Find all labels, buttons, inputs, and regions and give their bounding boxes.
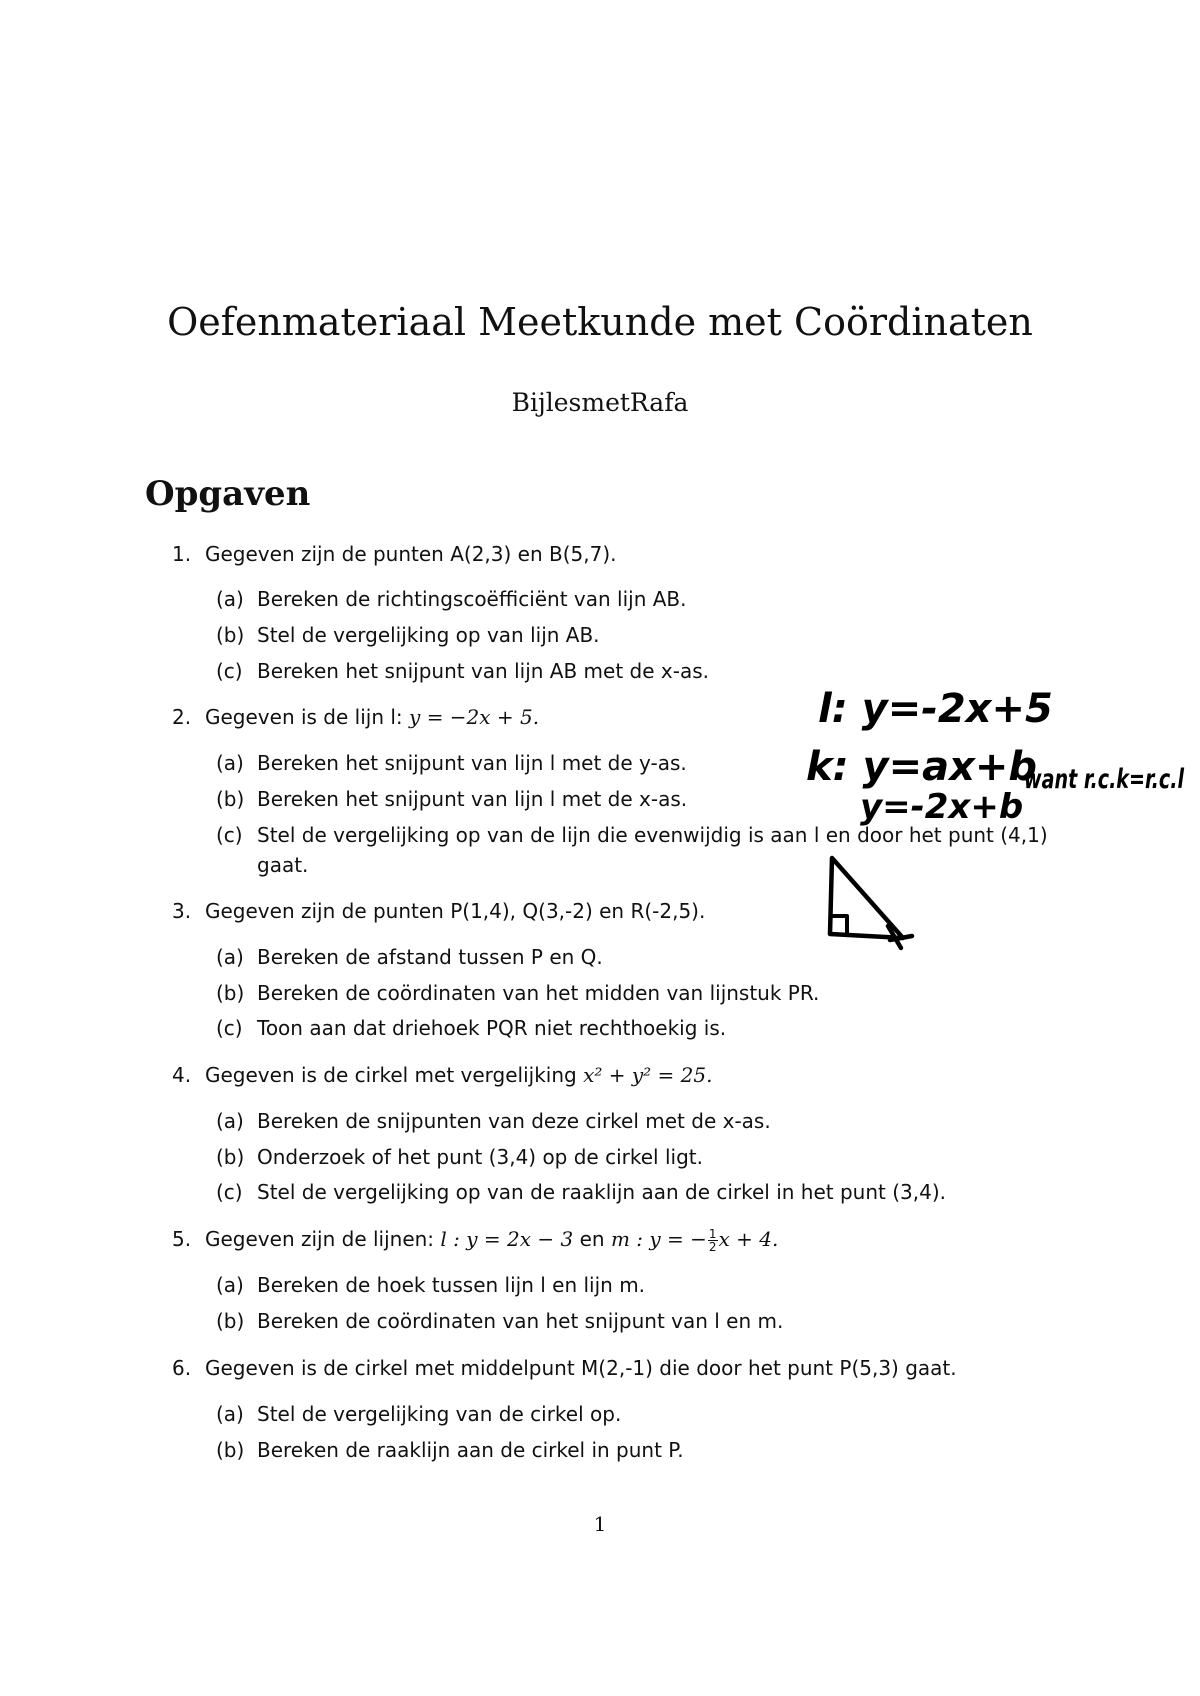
subquestion-label: (c) [216,823,243,847]
subquestion-text: Bereken het snijpunt van lijn l met de y-as. [257,751,687,775]
handwritten-line-parallel: y=-2x+b [860,787,1024,827]
subquestion-text: Stel de vergelijking op van de lijn die evenwijdig is aan l en door het punt (4,1) [257,823,1048,847]
question-number: 5. [172,1227,192,1251]
question-stem-text: Gegeven is de cirkel met vergelijking [205,1063,577,1087]
line-equation: y = −2x + 5. [409,705,540,729]
subquestion-text: Bereken de coördinaten van het snijpunt van l en m. [257,1309,784,1333]
subquestion-label: (b) [216,981,245,1005]
line-l-equation: l : y = 2x − 3 [440,1227,574,1251]
question-stem: Gegeven zijn de punten A(2,3) en B(5,7). [205,542,617,566]
handwritten-ink [806,686,1185,948]
subquestion-label: (b) [216,1309,245,1333]
subquestion-label: (a) [216,945,244,969]
subquestion-text: Bereken de raaklijn aan de cirkel in punt P. [257,1438,684,1462]
handwritten-side-note: want r.c.k=r.c.l [1024,764,1185,795]
question-stem-text: Gegeven is de lijn l: [205,705,403,729]
question-number: 6. [172,1356,192,1380]
document-title: Oefenmateriaal Meetkunde met Coördinaten [167,300,1033,344]
fraction-numerator: 1 [708,1227,717,1241]
subquestion-text: Bereken het snijpunt van lijn AB met de x-as. [257,659,709,683]
subquestion-text: Bereken de snijpunten van deze cirkel met de x-as. [257,1109,771,1133]
subquestion-text: Bereken de hoek tussen lijn l en lijn m. [257,1273,646,1297]
handwritten-triangle-sketch [830,858,912,948]
section-heading: Opgaven [145,474,311,514]
subquestion-label: (b) [216,1145,245,1169]
document-author: BijlesmetRafa [511,388,689,417]
subquestion-label: (b) [216,1438,245,1462]
question-stem-text: Gegeven zijn de lijnen: [205,1227,435,1251]
right-angle-mark-sketch [831,916,847,934]
subquestion-label: (a) [216,751,244,775]
subquestion-text: Stel de vergelijking van de cirkel op. [257,1402,622,1426]
subquestion-text: Onderzoek of het punt (3,4) op de cirkel ligt. [257,1145,703,1169]
line-m-equation-end: x + 4. [718,1227,779,1251]
handwritten-line-l: l: y=-2x+5 [818,686,1053,732]
subquestion-text: Bereken het snijpunt van lijn l met de x-as. [257,787,688,811]
subquestion-label: (a) [216,1273,244,1297]
question-number: 4. [172,1063,192,1087]
handwritten-line-k: k: y=ax+b [806,744,1038,790]
subquestion-label: (c) [216,659,243,683]
circle-equation: x² + y² = 25. [583,1063,713,1087]
subquestion-label: (b) [216,623,245,647]
subquestion-label: (c) [216,1016,243,1040]
subquestion-label: (a) [216,1402,244,1426]
subquestion-text: Bereken de afstand tussen P en Q. [257,945,603,969]
question-number: 2. [172,705,192,729]
subquestion-label: (a) [216,587,244,611]
fraction-denominator: 2 [708,1240,717,1254]
subquestion-label: (a) [216,1109,244,1133]
subquestion-text: Stel de vergelijking op van de raaklijn aan de cirkel in het punt (3,4). [257,1180,947,1204]
subquestion-text: Toon aan dat driehoek PQR niet rechthoekig is. [257,1016,727,1040]
subquestion-text: Bereken de coördinaten van het midden van lijnstuk PR. [257,981,820,1005]
subquestion-text: Stel de vergelijking op van lijn AB. [257,623,600,647]
question-stem: Gegeven zijn de punten P(1,4), Q(3,-2) en R(-2,5). [205,899,706,923]
question-number: 3. [172,899,192,923]
subquestion-label: (b) [216,787,245,811]
page-number: 1 [593,1512,607,1536]
question-stem: Gegeven is de cirkel met middelpunt M(2,-1) die door het punt P(5,3) gaat. [205,1356,957,1380]
line-m-equation-start: m : y = − [610,1227,707,1251]
subquestion-text-continued: gaat. [257,853,309,877]
subquestion-label: (c) [216,1180,243,1204]
question-number: 1. [172,542,192,566]
joiner-text: en [579,1227,605,1251]
subquestion-text: Bereken de richtingscoëfficiënt van lijn AB. [257,587,687,611]
